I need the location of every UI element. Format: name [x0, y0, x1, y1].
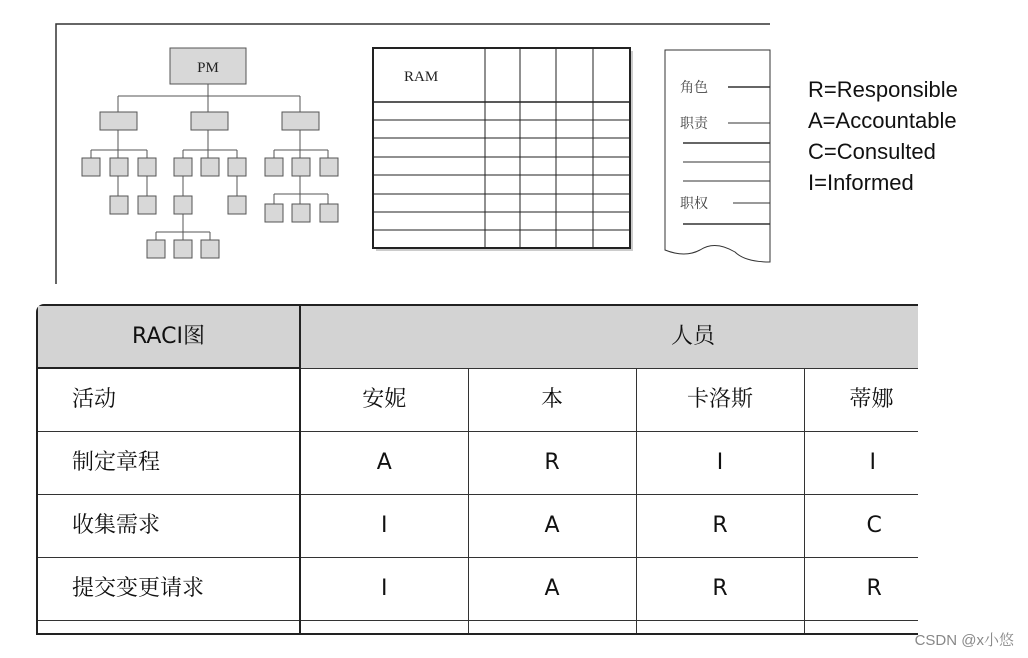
ram-label: RAM	[404, 69, 439, 85]
ram-grid	[373, 48, 633, 251]
activity-cell: 收集需求	[37, 495, 300, 558]
diagram-panel	[0, 0, 780, 290]
raci-cell: R	[636, 558, 804, 621]
person-cell: 蒂娜	[804, 368, 918, 432]
raci-cell: A	[468, 558, 636, 621]
pm-label: PM	[197, 60, 219, 76]
doc-field-authority: 职权	[680, 196, 708, 212]
person-cell: 本	[468, 368, 636, 432]
legend-responsible: R=Responsible	[808, 77, 958, 102]
activity-header: 活动	[37, 368, 300, 432]
legend-informed: I=Informed	[808, 170, 914, 195]
raci-cell: I	[300, 558, 468, 621]
legend-consulted: C=Consulted	[808, 139, 936, 164]
legend-accountable: A=Accountable	[808, 108, 957, 133]
person-cell: 卡洛斯	[636, 368, 804, 432]
table-row	[37, 432, 918, 495]
activity-cell: 提交变更请求	[37, 558, 300, 621]
people-row	[37, 368, 918, 432]
table-row	[37, 495, 918, 558]
person-cell: 安妮	[300, 368, 468, 432]
table-row	[37, 558, 918, 621]
raci-cell: R	[636, 495, 804, 558]
raci-legend	[808, 74, 958, 198]
people-group-header: 人员	[300, 305, 918, 368]
table-header-row	[37, 305, 918, 368]
activity-cell: 制定章程	[37, 432, 300, 495]
org-chart	[82, 48, 338, 258]
doc-field-role: 角色	[680, 80, 708, 96]
raci-cell: I	[636, 432, 804, 495]
raci-cell: I	[300, 495, 468, 558]
raci-table	[36, 304, 918, 635]
doc-field-responsibility: 职责	[680, 116, 708, 132]
raci-cell: R	[804, 558, 918, 621]
table-row-empty	[37, 621, 918, 635]
raci-cell: R	[468, 432, 636, 495]
raci-table-container	[36, 304, 918, 646]
corner-cell: RACI图	[37, 305, 300, 368]
role-document	[665, 50, 770, 262]
raci-cell: A	[468, 495, 636, 558]
watermark: CSDN @x小悠	[914, 632, 1014, 649]
raci-cell: A	[300, 432, 468, 495]
raci-cell: C	[804, 495, 918, 558]
raci-cell: I	[804, 432, 918, 495]
